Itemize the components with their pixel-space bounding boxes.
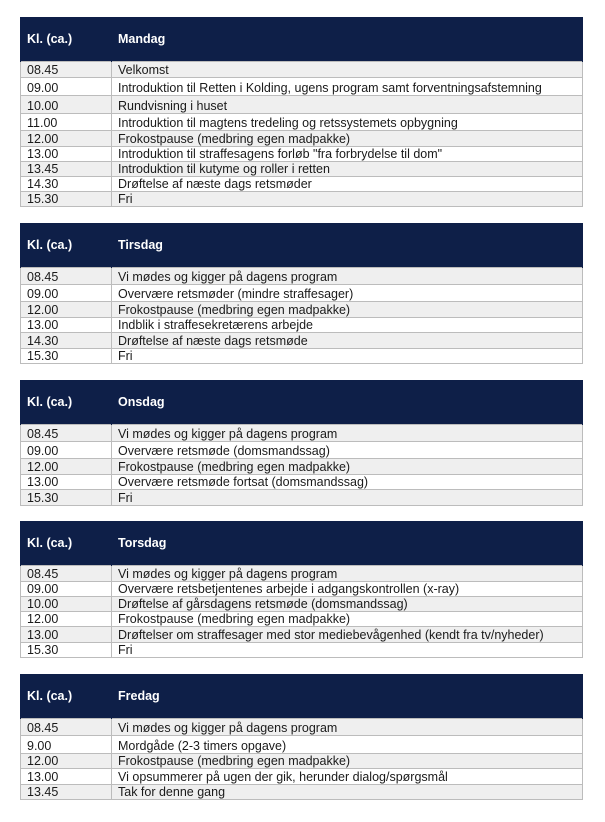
table-header-row	[21, 223, 583, 267]
table-row	[21, 95, 583, 113]
activity-cell: Mordgåde (2-3 timers opgave)	[112, 735, 583, 753]
schedule-table-mandag	[20, 17, 583, 207]
time-column-header: Kl. (ca.)	[21, 17, 112, 61]
day-column-header: Tirsdag	[112, 223, 583, 267]
day-column-header: Mandag	[112, 17, 583, 61]
table-row	[21, 768, 583, 784]
time-column-header: Kl. (ca.)	[21, 380, 112, 424]
table-row	[21, 581, 583, 596]
time-cell: 13.45	[21, 784, 112, 799]
time-cell: 09.00	[21, 77, 112, 95]
time-cell: 12.00	[21, 458, 112, 474]
time-cell: 13.45	[21, 161, 112, 176]
time-cell: 08.45	[21, 718, 112, 735]
activity-cell: Tak for denne gang	[112, 784, 583, 799]
table-header-row	[21, 521, 583, 565]
time-cell: 09.00	[21, 441, 112, 458]
time-cell: 12.00	[21, 130, 112, 146]
activity-cell: Fri	[112, 348, 583, 363]
table-row	[21, 130, 583, 146]
time-cell: 9.00	[21, 735, 112, 753]
table-row	[21, 642, 583, 657]
time-cell: 14.30	[21, 176, 112, 191]
activity-cell: Drøftelser om straffesager med stor mediebevågenhed (kendt fra tv/nyheder)	[112, 626, 583, 642]
activity-cell: Overvære retsmøder (mindre straffesager)	[112, 284, 583, 301]
time-cell: 13.00	[21, 317, 112, 332]
day-column-header: Onsdag	[112, 380, 583, 424]
table-row	[21, 565, 583, 581]
activity-cell: Introduktion til kutyme og roller i retten	[112, 161, 583, 176]
time-cell: 13.00	[21, 146, 112, 161]
table-row	[21, 626, 583, 642]
time-cell: 13.00	[21, 474, 112, 489]
time-cell: 08.45	[21, 565, 112, 581]
time-cell: 12.00	[21, 611, 112, 626]
activity-cell: Overvære retsmøde (domsmandssag)	[112, 441, 583, 458]
activity-cell: Overvære retsmøde fortsat (domsmandssag)	[112, 474, 583, 489]
activity-cell: Frokostpause (medbring egen madpakke)	[112, 130, 583, 146]
time-cell: 10.00	[21, 95, 112, 113]
table-row	[21, 735, 583, 753]
time-cell: 08.45	[21, 267, 112, 284]
time-cell: 15.30	[21, 642, 112, 657]
table-row	[21, 611, 583, 626]
activity-cell: Introduktion til magtens tredeling og retssystemets opbygning	[112, 113, 583, 130]
table-row	[21, 348, 583, 363]
day-column-header: Fredag	[112, 674, 583, 718]
table-row	[21, 61, 583, 77]
table-row	[21, 596, 583, 611]
table-row	[21, 176, 583, 191]
time-cell: 13.00	[21, 626, 112, 642]
activity-cell: Indblik i straffesekretærens arbejde	[112, 317, 583, 332]
schedule-table-tirsdag	[20, 223, 583, 364]
time-cell: 09.00	[21, 581, 112, 596]
time-cell: 08.45	[21, 61, 112, 77]
activity-cell: Rundvisning i huset	[112, 95, 583, 113]
activity-cell: Vi opsummerer på ugen der gik, herunder dialog/spørgsmål	[112, 768, 583, 784]
table-header-row	[21, 380, 583, 424]
table-row	[21, 161, 583, 176]
table-row	[21, 458, 583, 474]
activity-cell: Drøftelse af gårsdagens retsmøde (domsmandssag)	[112, 596, 583, 611]
time-column-header: Kl. (ca.)	[21, 223, 112, 267]
time-cell: 09.00	[21, 284, 112, 301]
table-header-row	[21, 17, 583, 61]
table-row	[21, 718, 583, 735]
activity-cell: Introduktion til straffesagens forløb "fra forbrydelse til dom"	[112, 146, 583, 161]
time-cell: 13.00	[21, 768, 112, 784]
day-column-header: Torsdag	[112, 521, 583, 565]
time-column-header: Kl. (ca.)	[21, 674, 112, 718]
table-row	[21, 489, 583, 505]
activity-cell: Vi mødes og kigger på dagens program	[112, 718, 583, 735]
time-cell: 14.30	[21, 332, 112, 348]
table-row	[21, 317, 583, 332]
activity-cell: Drøftelse af næste dags retsmøder	[112, 176, 583, 191]
table-row	[21, 474, 583, 489]
table-row	[21, 753, 583, 768]
table-row	[21, 267, 583, 284]
activity-cell: Frokostpause (medbring egen madpakke)	[112, 301, 583, 317]
table-row	[21, 301, 583, 317]
table-row	[21, 784, 583, 799]
activity-cell: Frokostpause (medbring egen madpakke)	[112, 458, 583, 474]
activity-cell: Drøftelse af næste dags retsmøde	[112, 332, 583, 348]
activity-cell: Vi mødes og kigger på dagens program	[112, 267, 583, 284]
schedule-table-fredag	[20, 674, 583, 800]
time-cell: 10.00	[21, 596, 112, 611]
activity-cell: Fri	[112, 489, 583, 505]
time-cell: 11.00	[21, 113, 112, 130]
table-row	[21, 332, 583, 348]
activity-cell: Overvære retsbetjentenes arbejde i adgangskontrollen (x-ray)	[112, 581, 583, 596]
time-cell: 15.30	[21, 489, 112, 505]
time-column-header: Kl. (ca.)	[21, 521, 112, 565]
table-row	[21, 191, 583, 206]
activity-cell: Vi mødes og kigger på dagens program	[112, 565, 583, 581]
activity-cell: Vi mødes og kigger på dagens program	[112, 424, 583, 441]
time-cell: 15.30	[21, 348, 112, 363]
schedule-table-torsdag	[20, 521, 583, 658]
activity-cell: Frokostpause (medbring egen madpakke)	[112, 611, 583, 626]
table-row	[21, 284, 583, 301]
table-row	[21, 113, 583, 130]
table-row	[21, 146, 583, 161]
schedule-table-onsdag	[20, 380, 583, 506]
table-row	[21, 441, 583, 458]
activity-cell: Frokostpause (medbring egen madpakke)	[112, 753, 583, 768]
time-cell: 12.00	[21, 753, 112, 768]
table-header-row	[21, 674, 583, 718]
time-cell: 12.00	[21, 301, 112, 317]
table-row	[21, 77, 583, 95]
table-row	[21, 424, 583, 441]
time-cell: 15.30	[21, 191, 112, 206]
activity-cell: Velkomst	[112, 61, 583, 77]
activity-cell: Fri	[112, 191, 583, 206]
activity-cell: Introduktion til Retten i Kolding, ugens program samt forventningsafstemning	[112, 77, 583, 95]
time-cell: 08.45	[21, 424, 112, 441]
activity-cell: Fri	[112, 642, 583, 657]
